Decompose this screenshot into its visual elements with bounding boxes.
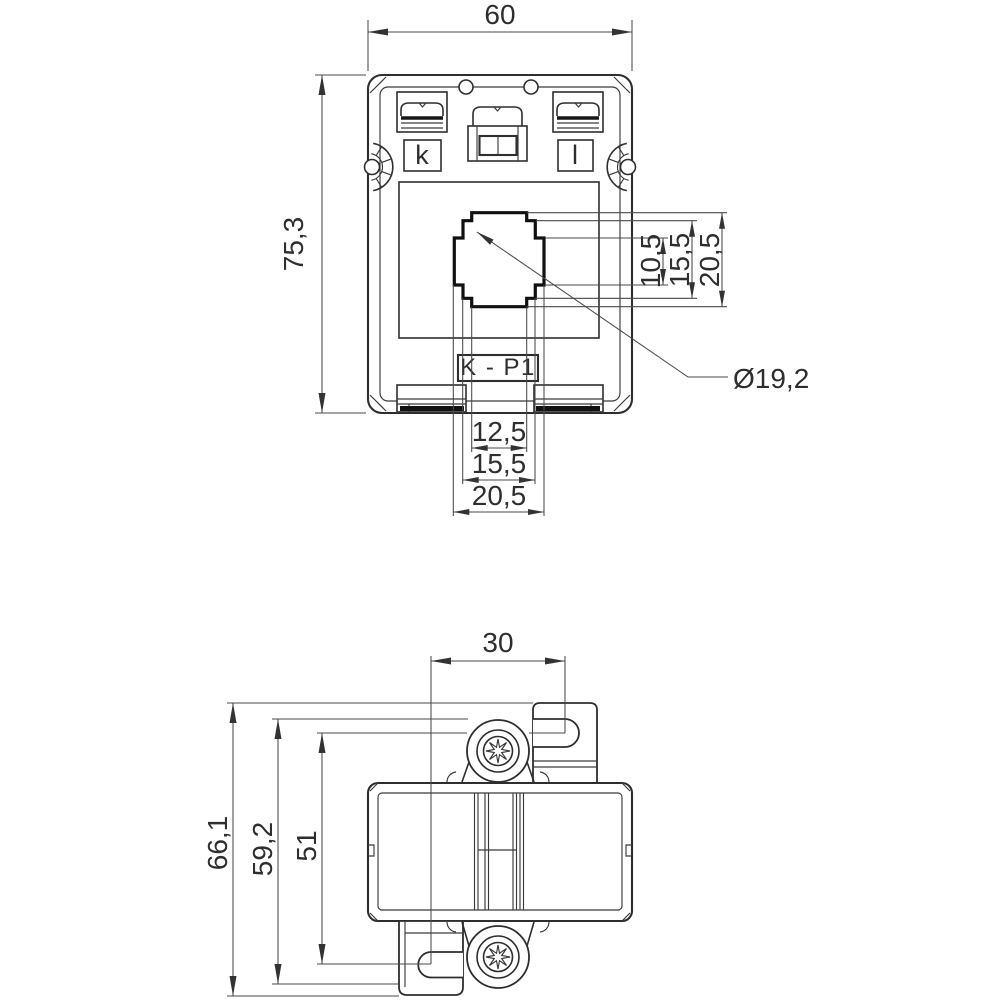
dim-window-height-outer: 20,5 [694, 232, 725, 288]
marking-label: K - P1 [460, 354, 536, 381]
front-view [365, 75, 636, 413]
side-view [368, 703, 632, 995]
dim-front-height: 75,3 [278, 216, 309, 272]
terminal-k [397, 92, 447, 132]
foot-left [397, 385, 466, 412]
dim-window-height-inner: 10,5 [635, 233, 666, 289]
dim-side-total-height: 66,1 [202, 815, 233, 871]
terminal-l [553, 92, 603, 132]
dim-side-mid-height: 59,2 [247, 821, 278, 877]
dim-window-height-middle: 15,5 [664, 232, 695, 288]
din-hook-bottom-slot [418, 952, 463, 978]
terminal-l-label: l [572, 140, 578, 170]
side-body-outline [368, 783, 632, 921]
dim-window-width-outer: 20,5 [471, 480, 527, 511]
terminal-k-label: k [415, 140, 429, 170]
secondary-connector [468, 107, 527, 161]
dim-window-width-middle: 15,5 [471, 448, 527, 479]
top-hole-left [459, 80, 473, 94]
bus-bar-window [454, 213, 544, 307]
dim-window-width-inner: 12,5 [471, 416, 527, 447]
dim-side-inner-height: 51 [291, 830, 322, 862]
top-hole-right [524, 80, 538, 94]
dim-side-hole-spacing: 30 [482, 627, 514, 658]
dim-front-width: 60 [484, 0, 516, 30]
dim-hole-diameter: Ø19,2 [733, 363, 810, 394]
